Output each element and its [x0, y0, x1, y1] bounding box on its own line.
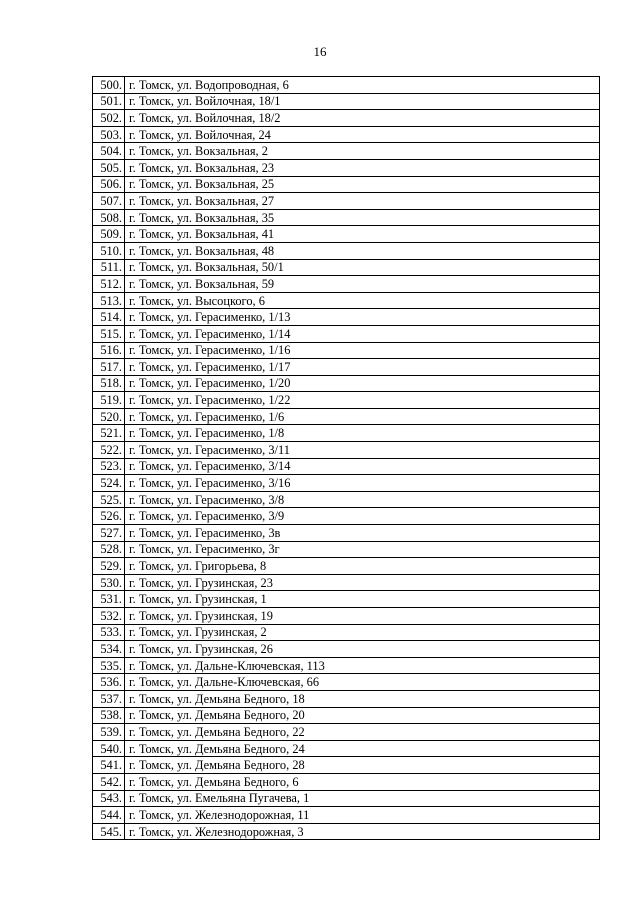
table-row — [93, 541, 600, 558]
address-cell: г. Томск, ул. Вокзальная, 23 — [125, 159, 600, 176]
row-number-cell: 527. — [93, 525, 125, 542]
row-number-cell: 529. — [93, 558, 125, 575]
row-number-cell: 537. — [93, 690, 125, 707]
row-number-cell: 542. — [93, 773, 125, 790]
address-cell: г. Томск, ул. Грузинская, 23 — [125, 574, 600, 591]
row-number-cell: 525. — [93, 491, 125, 508]
row-number-cell: 536. — [93, 674, 125, 691]
table-row — [93, 608, 600, 625]
row-number-cell: 528. — [93, 541, 125, 558]
address-cell: г. Томск, ул. Герасименко, 1/13 — [125, 309, 600, 326]
table-row — [93, 807, 600, 824]
row-number-cell: 539. — [93, 724, 125, 741]
address-cell: г. Томск, ул. Войлочная, 18/1 — [125, 93, 600, 110]
row-number-cell: 514. — [93, 309, 125, 326]
address-cell: г. Томск, ул. Вокзальная, 41 — [125, 226, 600, 243]
table-row — [93, 790, 600, 807]
table-row — [93, 757, 600, 774]
row-number-cell: 501. — [93, 93, 125, 110]
row-number-cell: 505. — [93, 159, 125, 176]
row-number-cell: 533. — [93, 624, 125, 641]
row-number-cell: 521. — [93, 425, 125, 442]
address-cell: г. Томск, ул. Герасименко, 1/22 — [125, 392, 600, 409]
row-number-cell: 517. — [93, 359, 125, 376]
table-row — [93, 325, 600, 342]
row-number-cell: 507. — [93, 193, 125, 210]
row-number-cell: 502. — [93, 110, 125, 127]
row-number-cell: 540. — [93, 740, 125, 757]
address-cell: г. Томск, ул. Герасименко, 3/9 — [125, 508, 600, 525]
table-row — [93, 657, 600, 674]
table-row — [93, 110, 600, 127]
row-number-cell: 538. — [93, 707, 125, 724]
table-row — [93, 591, 600, 608]
address-cell: г. Томск, ул. Демьяна Бедного, 24 — [125, 740, 600, 757]
address-cell: г. Томск, ул. Грузинская, 19 — [125, 608, 600, 625]
table-row — [93, 740, 600, 757]
row-number-cell: 534. — [93, 641, 125, 658]
address-cell: г. Томск, ул. Вокзальная, 50/1 — [125, 259, 600, 276]
row-number-cell: 506. — [93, 176, 125, 193]
row-number-cell: 531. — [93, 591, 125, 608]
address-cell: г. Томск, ул. Демьяна Бедного, 22 — [125, 724, 600, 741]
address-cell: г. Томск, ул. Вокзальная, 35 — [125, 209, 600, 226]
table-row — [93, 77, 600, 94]
address-cell: г. Томск, ул. Герасименко, 3г — [125, 541, 600, 558]
row-number-cell: 512. — [93, 276, 125, 293]
table-row — [93, 143, 600, 160]
row-number-cell: 522. — [93, 442, 125, 459]
row-number-cell: 524. — [93, 475, 125, 492]
table-row — [93, 392, 600, 409]
address-cell: г. Томск, ул. Вокзальная, 48 — [125, 242, 600, 259]
table-row — [93, 408, 600, 425]
address-cell: г. Томск, ул. Герасименко, 1/17 — [125, 359, 600, 376]
address-cell: г. Томск, ул. Емельяна Пугачева, 1 — [125, 790, 600, 807]
address-cell: г. Томск, ул. Герасименко, 1/20 — [125, 375, 600, 392]
row-number-cell: 519. — [93, 392, 125, 409]
row-number-cell: 509. — [93, 226, 125, 243]
row-number-cell: 530. — [93, 574, 125, 591]
table-row — [93, 525, 600, 542]
table-row — [93, 707, 600, 724]
table-row — [93, 309, 600, 326]
table-row — [93, 690, 600, 707]
table-row — [93, 93, 600, 110]
table-row — [93, 674, 600, 691]
table-row — [93, 176, 600, 193]
address-cell: г. Томск, ул. Демьяна Бедного, 28 — [125, 757, 600, 774]
address-cell: г. Томск, ул. Герасименко, 1/8 — [125, 425, 600, 442]
address-cell: г. Томск, ул. Дальне-Ключевская, 66 — [125, 674, 600, 691]
table-row — [93, 375, 600, 392]
table-row — [93, 491, 600, 508]
row-number-cell: 526. — [93, 508, 125, 525]
row-number-cell: 504. — [93, 143, 125, 160]
table-row — [93, 242, 600, 259]
address-cell: г. Томск, ул. Водопроводная, 6 — [125, 77, 600, 94]
row-number-cell: 532. — [93, 608, 125, 625]
address-cell: г. Томск, ул. Герасименко, 1/6 — [125, 408, 600, 425]
row-number-cell: 515. — [93, 325, 125, 342]
row-number-cell: 518. — [93, 375, 125, 392]
table-row — [93, 259, 600, 276]
table-row — [93, 641, 600, 658]
row-number-cell: 520. — [93, 408, 125, 425]
table-row — [93, 823, 600, 840]
address-cell: г. Томск, ул. Демьяна Бедного, 20 — [125, 707, 600, 724]
address-cell: г. Томск, ул. Демьяна Бедного, 6 — [125, 773, 600, 790]
address-cell: г. Томск, ул. Грузинская, 2 — [125, 624, 600, 641]
address-cell: г. Томск, ул. Вокзальная, 27 — [125, 193, 600, 210]
table-row — [93, 558, 600, 575]
row-number-cell: 541. — [93, 757, 125, 774]
table-row — [93, 359, 600, 376]
row-number-cell: 503. — [93, 126, 125, 143]
address-cell: г. Томск, ул. Вокзальная, 59 — [125, 276, 600, 293]
address-cell: г. Томск, ул. Войлочная, 24 — [125, 126, 600, 143]
address-cell: г. Томск, ул. Герасименко, 3/11 — [125, 442, 600, 459]
address-cell: г. Томск, ул. Демьяна Бедного, 18 — [125, 690, 600, 707]
address-cell: г. Томск, ул. Войлочная, 18/2 — [125, 110, 600, 127]
table-row — [93, 508, 600, 525]
address-cell: г. Томск, ул. Высоцкого, 6 — [125, 292, 600, 309]
table-row — [93, 193, 600, 210]
row-number-cell: 511. — [93, 259, 125, 276]
page-number: 16 — [313, 44, 327, 59]
row-number-cell: 516. — [93, 342, 125, 359]
table-row — [93, 724, 600, 741]
row-number-cell: 535. — [93, 657, 125, 674]
row-number-cell: 513. — [93, 292, 125, 309]
address-cell: г. Томск, ул. Герасименко, 3в — [125, 525, 600, 542]
table-row — [93, 624, 600, 641]
table-row — [93, 442, 600, 459]
table-row — [93, 226, 600, 243]
table-row — [93, 342, 600, 359]
address-cell: г. Томск, ул. Дальне-Ключевская, 113 — [125, 657, 600, 674]
row-number-cell: 545. — [93, 823, 125, 840]
table-row — [93, 276, 600, 293]
address-cell: г. Томск, ул. Вокзальная, 2 — [125, 143, 600, 160]
table-row — [93, 425, 600, 442]
address-cell: г. Томск, ул. Герасименко, 3/16 — [125, 475, 600, 492]
row-number-cell: 523. — [93, 458, 125, 475]
table-row — [93, 209, 600, 226]
table-row — [93, 126, 600, 143]
address-cell: г. Томск, ул. Григорьева, 8 — [125, 558, 600, 575]
table-row — [93, 574, 600, 591]
row-number-cell: 543. — [93, 790, 125, 807]
table-row — [93, 458, 600, 475]
table-row — [93, 292, 600, 309]
address-table — [92, 76, 600, 840]
address-cell: г. Томск, ул. Герасименко, 1/14 — [125, 325, 600, 342]
row-number-cell: 508. — [93, 209, 125, 226]
row-number-cell: 544. — [93, 807, 125, 824]
table-row — [93, 773, 600, 790]
address-cell: г. Томск, ул. Грузинская, 26 — [125, 641, 600, 658]
address-cell: г. Томск, ул. Вокзальная, 25 — [125, 176, 600, 193]
address-table-body — [93, 77, 600, 840]
address-cell: г. Томск, ул. Герасименко, 1/16 — [125, 342, 600, 359]
table-row — [93, 159, 600, 176]
table-row — [93, 475, 600, 492]
address-cell: г. Томск, ул. Грузинская, 1 — [125, 591, 600, 608]
row-number-cell: 510. — [93, 242, 125, 259]
address-cell: г. Томск, ул. Герасименко, 3/8 — [125, 491, 600, 508]
address-cell: г. Томск, ул. Герасименко, 3/14 — [125, 458, 600, 475]
row-number-cell: 500. — [93, 77, 125, 94]
address-cell: г. Томск, ул. Железнодорожная, 3 — [125, 823, 600, 840]
address-cell: г. Томск, ул. Железнодорожная, 11 — [125, 807, 600, 824]
